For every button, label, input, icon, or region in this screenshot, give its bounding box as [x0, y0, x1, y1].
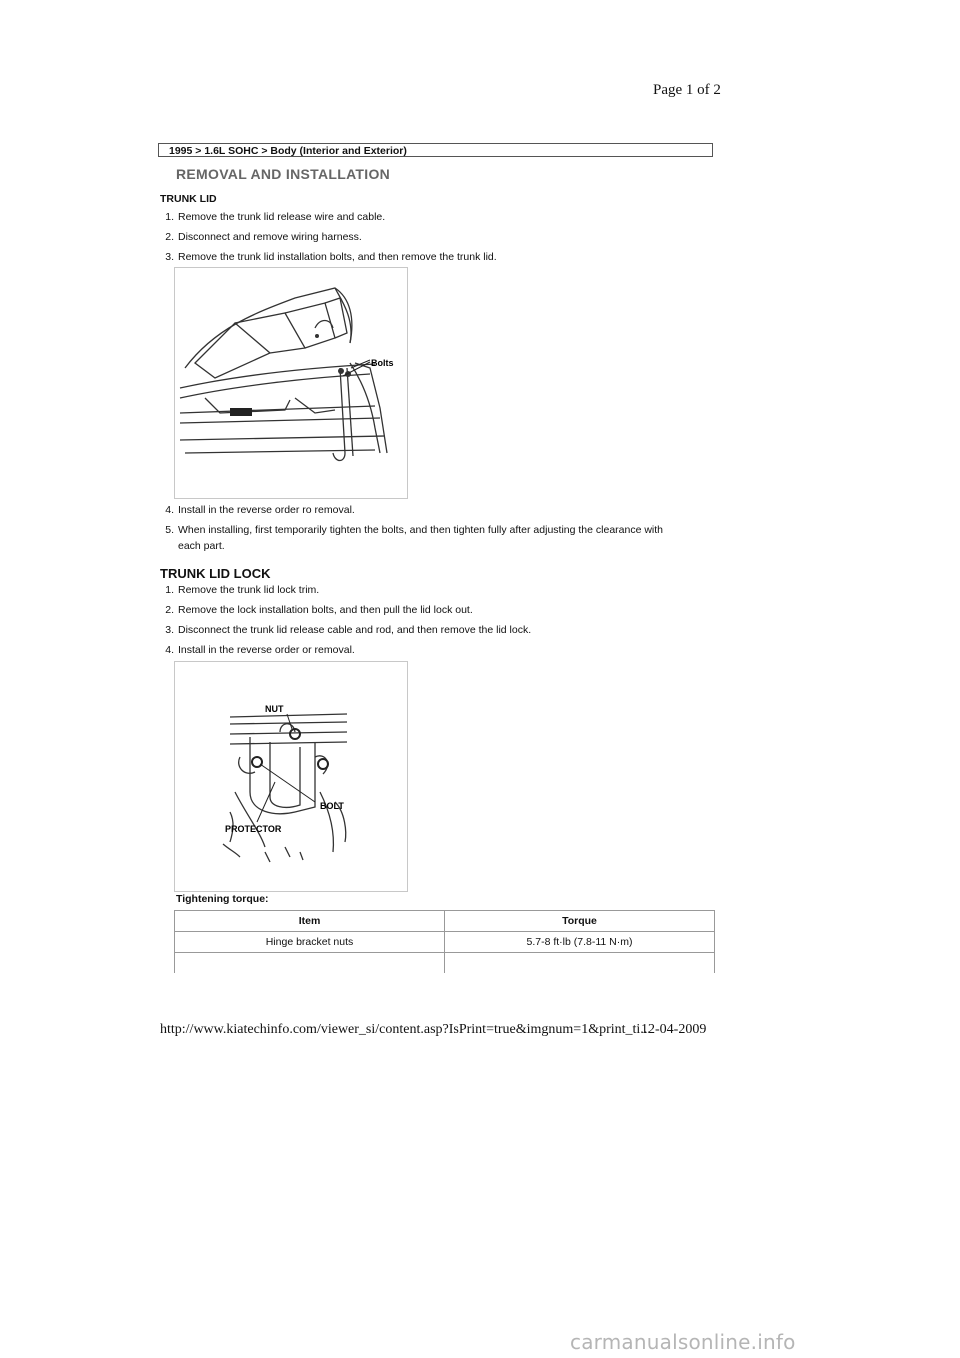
step-number: 2. — [165, 604, 174, 616]
step-number: 2. — [165, 231, 174, 243]
list-item — [160, 583, 720, 597]
table-header-row — [175, 911, 715, 932]
torque-heading: Tightening torque: — [176, 893, 269, 905]
list-item — [160, 603, 720, 617]
page-number: Page 1 of 2 — [653, 82, 721, 98]
list-item — [160, 523, 720, 553]
table-row — [175, 932, 715, 953]
step-text: Remove the trunk lid lock trim. — [178, 584, 320, 596]
step-number: 4. — [165, 644, 174, 656]
step-number: 1. — [165, 211, 174, 223]
step-text: Disconnect the trunk lid release cable and rod, and then remove the lid lock. — [178, 624, 532, 636]
heading-trunk-lid-lock: TRUNK LID LOCK — [160, 566, 271, 581]
list-item — [160, 503, 720, 517]
footer-date: 12-04-2009 — [641, 1022, 707, 1037]
step-number: 3. — [165, 251, 174, 263]
step-number: 3. — [165, 624, 174, 636]
section-title: REMOVAL AND INSTALLATION — [176, 166, 391, 182]
list-item — [160, 230, 720, 244]
table-cell: Hinge bracket nuts — [175, 932, 445, 953]
bolts-label: Bolts — [371, 358, 394, 368]
step-number: 5. — [165, 524, 174, 536]
nut-label: NUT — [265, 704, 284, 714]
step-number: 4. — [165, 504, 174, 516]
table-cell: 5.7-8 ft·lb (7.8-11 N·m) — [445, 932, 715, 953]
list-item — [160, 250, 720, 264]
breadcrumb: 1995 > 1.6L SOHC > Body (Interior and Exterior) — [158, 143, 713, 157]
heading-trunk-lid: TRUNK LID — [160, 193, 217, 205]
step-text: Remove the lock installation bolts, and then pull the lid lock out. — [178, 604, 473, 616]
list-item — [160, 623, 720, 637]
list-item — [160, 210, 720, 224]
step-text: Install in the reverse order or removal. — [178, 644, 355, 656]
column-header-item: Item — [175, 911, 445, 932]
step-text: When installing, first temporarily tighten the bolts, and then tighten fully after adjusting the clearance with — [178, 524, 664, 536]
table-cell — [445, 953, 715, 974]
list-item — [160, 643, 720, 657]
trunk-lid-lock-illustration — [175, 662, 407, 891]
trunk-lid-illustration — [175, 268, 407, 498]
column-header-torque: Torque — [445, 911, 715, 932]
torque-table — [174, 910, 715, 973]
step-text: Disconnect and remove wiring harness. — [178, 231, 362, 243]
trunk-lid-lock-figure — [174, 661, 408, 892]
step-text-continued: each part. — [178, 540, 225, 552]
watermark: carmanualsonline.info — [570, 1330, 796, 1354]
protector-label: PROTECTOR — [225, 824, 282, 834]
table-cell — [175, 953, 445, 974]
bolt-label: BOLT — [320, 801, 344, 811]
trunk-lid-figure — [174, 267, 408, 499]
step-text: Remove the trunk lid installation bolts, and then remove the trunk lid. — [178, 251, 497, 263]
step-number: 1. — [165, 584, 174, 596]
step-text: Install in the reverse order ro removal. — [178, 504, 355, 516]
footer-url: http://www.kiatechinfo.com/viewer_si/content.asp?IsPrint=true&imgnum=1&print_ti... — [160, 1022, 651, 1037]
step-text: Remove the trunk lid release wire and cable. — [178, 211, 386, 223]
table-row-empty — [175, 953, 715, 974]
